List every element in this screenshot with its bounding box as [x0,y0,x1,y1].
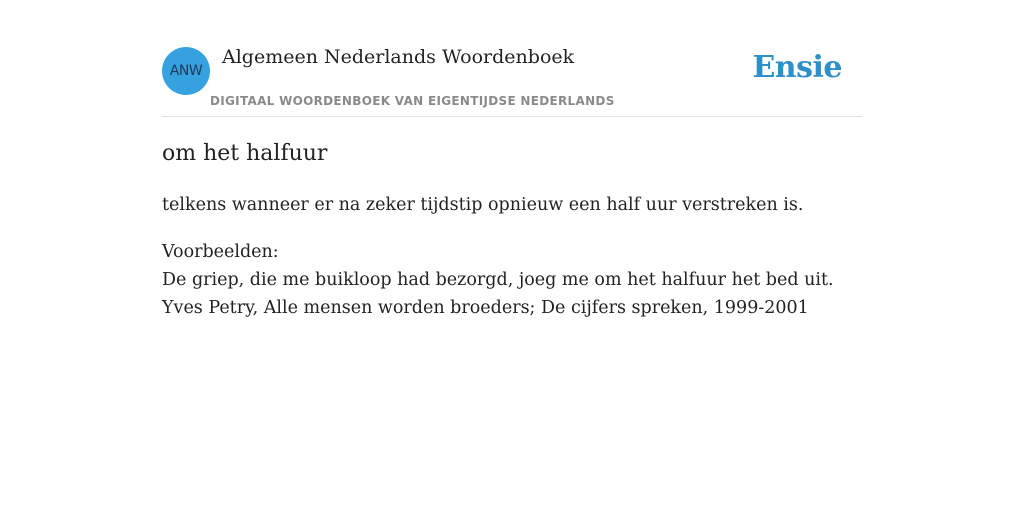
examples-block [162,238,862,322]
example-source: Yves Petry, Alle mensen worden broeders; De cijfers spreken, 1999-2001 [162,298,809,318]
ensie-brand-link[interactable]: Ensie [752,50,842,85]
anw-logo-text: ANW [169,63,203,79]
example-quote: De griep, die me buikloop had bezorgd, joeg me om het halfuur het bed uit. [162,270,834,290]
entry-term: om het halfuur [162,141,328,166]
examples-label: Voorbeelden: [162,242,279,262]
entry-content [162,138,862,322]
entry-definition: telkens wanneer er na zeker tijdstip opnieuw een half uur verstreken is. [162,195,804,215]
dictionary-title: Algemeen Nederlands Woordenboek [222,46,575,68]
site-header [162,0,862,117]
anw-logo[interactable] [162,47,210,95]
dictionary-subtitle: DIGITAAL WOORDENBOEK VAN EIGENTIJDSE NEDERLANDS [210,94,615,108]
